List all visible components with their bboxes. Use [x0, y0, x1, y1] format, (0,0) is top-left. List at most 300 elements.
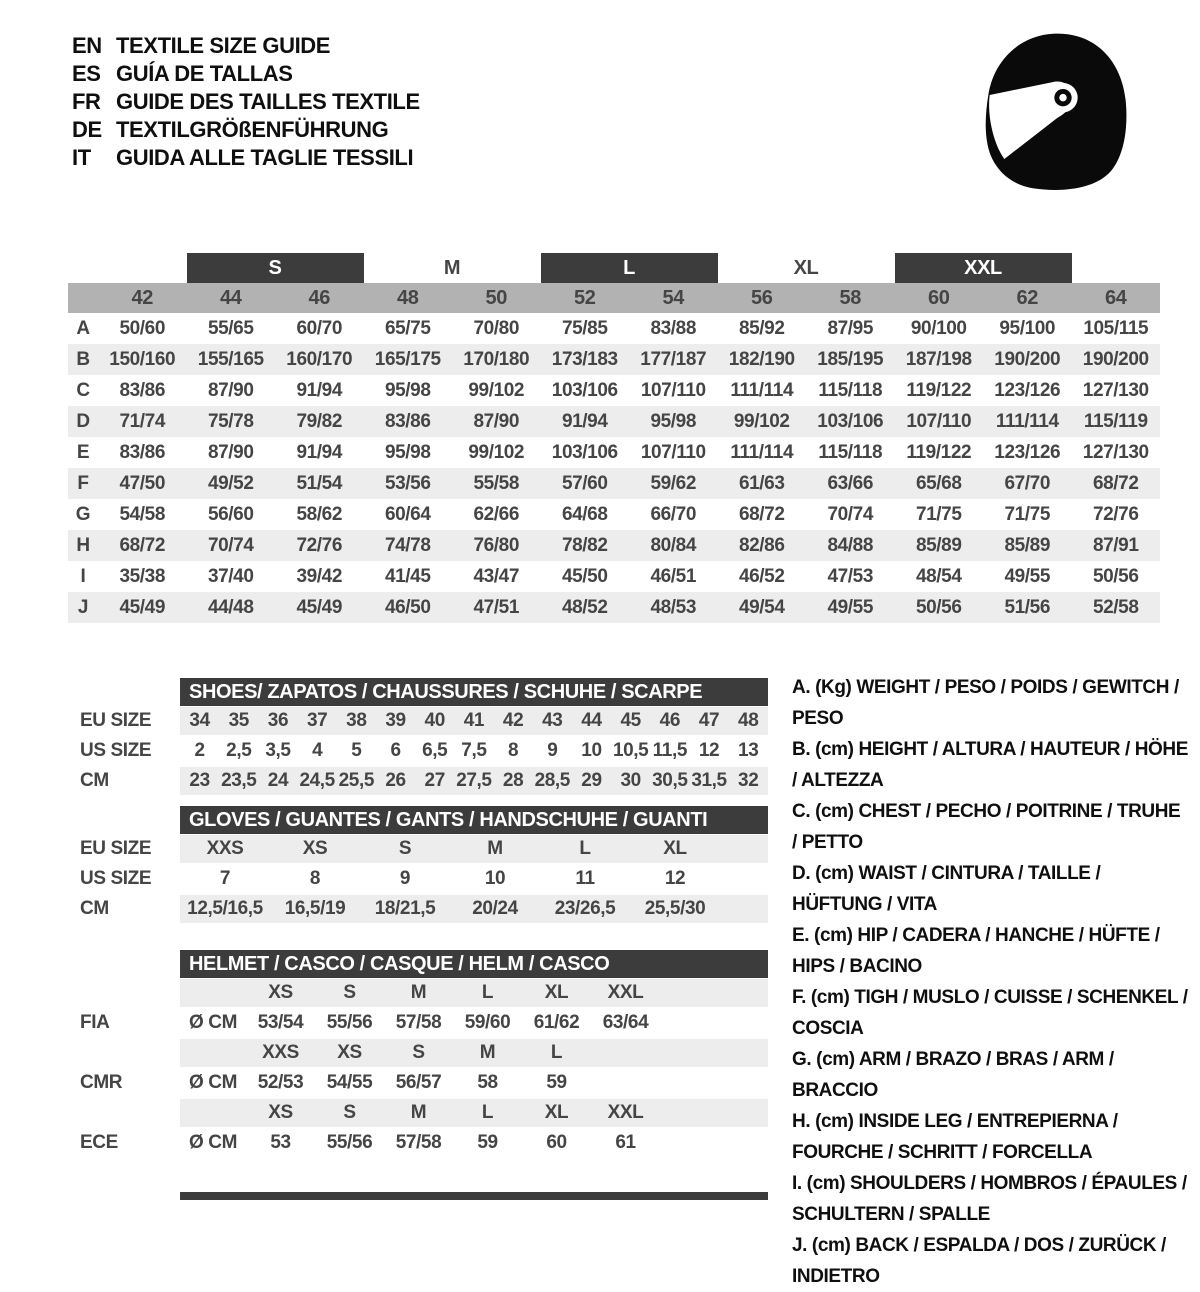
measurement-cell: 103/106 — [817, 411, 884, 432]
size-row — [68, 706, 768, 736]
measurement-cell: 49/55 — [1004, 566, 1051, 587]
language-code: DE — [72, 117, 102, 142]
size-cell: 39 — [385, 710, 406, 731]
row-letter: D — [76, 411, 90, 432]
measurement-cell: 76/80 — [473, 535, 520, 556]
language-row — [72, 60, 420, 88]
measurement-cell: 71/75 — [915, 504, 962, 525]
measurement-cell: 45/50 — [561, 566, 608, 587]
helmet-size-cell: 53/54 — [257, 1012, 304, 1033]
size-cell: 47 — [698, 710, 720, 731]
measurement-cell: 55/58 — [473, 473, 520, 494]
row-values — [180, 834, 720, 864]
measurement-cell: 51/54 — [296, 473, 343, 494]
standard-label: FIA — [80, 1012, 110, 1033]
language-row — [72, 144, 420, 172]
measurement-cell: 70/80 — [473, 318, 520, 339]
measurement-cell: 46/52 — [738, 566, 785, 587]
row-label: CM — [80, 898, 109, 919]
size-cell: 10 — [581, 740, 602, 761]
size-cell: 5 — [351, 740, 362, 761]
size-cell: 3,5 — [265, 740, 291, 761]
legend-item: D. (cm) WAIST / CINTURA / TAILLE / HÜFTUNG / VITA — [792, 863, 1101, 915]
language-title: TEXTILGRÖßENFÜHRUNG — [116, 117, 389, 142]
size-cell: 26 — [385, 770, 406, 791]
helmet-size-cell: 55/56 — [326, 1012, 373, 1033]
measurement-cell: 67/70 — [1004, 473, 1051, 494]
helmet-size-cell: 56/57 — [395, 1072, 442, 1093]
size-cell: 16,5/19 — [284, 898, 346, 919]
size-cell: 23,5 — [221, 770, 257, 791]
measurement-cell: 127/130 — [1082, 380, 1149, 401]
helmet-size-label: XXL — [607, 982, 644, 1003]
measurement-cell: 70/74 — [207, 535, 254, 556]
size-cell: 40 — [424, 710, 445, 731]
helmet-size-label: XXS — [262, 1042, 299, 1063]
helmet-values-row — [68, 1068, 768, 1098]
measurement-cell: 123/126 — [994, 380, 1061, 401]
measurement-cell: 48/53 — [650, 597, 697, 618]
measurement-cell: 57/60 — [561, 473, 608, 494]
size-cell: 4 — [312, 740, 323, 761]
measurement-cell: 78/82 — [561, 535, 608, 556]
helmet-size-cell: 60 — [546, 1132, 567, 1153]
helmet-size-label: S — [412, 1042, 425, 1063]
measurement-row — [68, 561, 1160, 592]
helmet-size-label: S — [343, 982, 356, 1003]
size-group-xl: XL — [793, 257, 819, 279]
measurement-cell: 82/86 — [738, 535, 785, 556]
size-cell: 35 — [228, 710, 249, 731]
measurement-cell: 177/187 — [640, 349, 707, 370]
size-group-m: M — [443, 257, 461, 279]
helmet-size-label: XS — [268, 1102, 293, 1123]
size-number: 50 — [485, 287, 507, 309]
cropped-section-bar — [180, 1192, 768, 1200]
size-cell: S — [398, 838, 412, 859]
size-cell: 13 — [738, 740, 759, 761]
size-cell: 28 — [502, 770, 524, 791]
legend-item: B. (cm) HEIGHT / ALTURA / HAUTEUR / HÖHE / ALTEZZA — [792, 739, 1189, 791]
measurement-cell: 83/86 — [119, 380, 166, 401]
measurement-cell: 83/86 — [119, 442, 166, 463]
row-values — [180, 766, 768, 796]
measurement-cell: 44/48 — [207, 597, 254, 618]
size-cell: 24 — [267, 770, 289, 791]
sizes-labels — [246, 1038, 591, 1068]
helmet-size-cell: 61/62 — [533, 1012, 580, 1033]
language-code: EN — [72, 33, 102, 58]
size-cell: 11 — [575, 868, 595, 889]
row-label: CM — [80, 770, 109, 791]
row-label: EU SIZE — [80, 710, 152, 731]
measurement-row — [68, 468, 1160, 499]
size-cell: 37 — [306, 710, 328, 731]
measurement-cell: 68/72 — [738, 504, 785, 525]
legend-item: J. (cm) BACK / ESPALDA / DOS / ZURÜCK / INDIETRO — [792, 1235, 1166, 1287]
size-row — [68, 834, 768, 864]
measurement-row — [68, 499, 1160, 530]
measurement-cell: 53/56 — [384, 473, 431, 494]
language-code: ES — [72, 61, 101, 86]
measurement-row — [68, 592, 1160, 623]
legend-item: F. (cm) TIGH / MUSLO / CUISSE / SCHENKEL / COSCIA — [792, 987, 1188, 1039]
measurement-cell: 71/74 — [119, 411, 166, 432]
helmet-values — [246, 1008, 660, 1038]
measurement-cell: 68/72 — [119, 535, 166, 556]
size-cell: 23/26,5 — [554, 898, 616, 919]
measurement-cell: 75/78 — [207, 411, 254, 432]
legend-item: I. (cm) SHOULDERS / HOMBROS / ÉPAULES / SCHULTERN / SPALLE — [792, 1173, 1187, 1225]
size-number: 60 — [928, 287, 950, 309]
measurement-cell: 127/130 — [1082, 442, 1149, 463]
measurement-cell: 64/68 — [561, 504, 608, 525]
size-group-l: L — [541, 253, 718, 283]
measurement-cell: 119/122 — [906, 442, 972, 463]
size-cell: 20/24 — [472, 898, 518, 919]
size-cell: XXS — [206, 838, 244, 859]
size-cell: 31,5 — [691, 770, 727, 791]
size-row — [68, 736, 768, 766]
language-code: FR — [72, 89, 101, 114]
measurement-cell: 87/90 — [473, 411, 520, 432]
size-cell: 27 — [424, 770, 445, 791]
row-letter-spacer — [68, 283, 98, 313]
gloves-rows — [68, 834, 768, 924]
measurement-cell: 95/98 — [384, 380, 431, 401]
row-letter: B — [76, 349, 90, 370]
measurement-cell: 91/94 — [296, 442, 343, 463]
helmet-size-cell: 63/64 — [602, 1012, 649, 1033]
measurement-cell: 52/58 — [1092, 597, 1139, 618]
helmet-size-label: L — [550, 1042, 563, 1063]
measurement-cell: 72/76 — [1092, 504, 1139, 525]
sizes-labels — [246, 1098, 660, 1128]
measurement-cell: 115/119 — [1083, 411, 1148, 432]
shoes-title-bar: SHOES/ ZAPATOS / CHAUSSURES / SCHUHE / SCARPE — [180, 678, 768, 706]
row-letter: F — [77, 473, 89, 494]
measurement-cell: 107/110 — [640, 442, 706, 463]
measurement-cell: 50/60 — [119, 318, 166, 339]
gloves-title-bar: GLOVES / GUANTES / GANTS / HANDSCHUHE / GUANTI — [180, 806, 768, 834]
size-cell: 12 — [664, 868, 686, 889]
measurement-cell: 61/63 — [738, 473, 785, 494]
measurement-cell: 45/49 — [119, 597, 166, 618]
helmet-size-cell: 53 — [270, 1132, 291, 1153]
measurement-cell: 43/47 — [473, 566, 520, 587]
helmet-values — [246, 1068, 591, 1098]
measurement-cell: 185/195 — [817, 349, 884, 370]
size-number: 44 — [220, 287, 242, 309]
size-cell: 12,5/16,5 — [187, 898, 263, 919]
measurement-row — [68, 375, 1160, 406]
measurement-cell: 155/165 — [197, 349, 264, 370]
helmet-size-cell: 57/58 — [395, 1012, 442, 1033]
measurement-cell: 80/84 — [650, 535, 697, 556]
measurement-cell: 103/106 — [551, 442, 618, 463]
measurement-cell: 182/190 — [728, 349, 795, 370]
size-number: 48 — [397, 287, 419, 309]
measurement-cell: 60/64 — [384, 504, 431, 525]
measurement-row — [68, 437, 1160, 468]
measurement-cell: 91/94 — [296, 380, 343, 401]
measurement-cell: 115/118 — [818, 442, 883, 463]
diameter-unit: Ø CM — [188, 1132, 237, 1153]
helmet-sizes-row — [68, 978, 768, 1008]
row-letter: G — [75, 504, 91, 525]
measurement-cell: 49/52 — [207, 473, 254, 494]
row-values — [180, 864, 720, 894]
measurement-cell: 70/74 — [827, 504, 874, 525]
measurement-cell: 85/89 — [1004, 535, 1051, 556]
measurement-cell: 47/53 — [827, 566, 874, 587]
row-letter: C — [76, 380, 90, 401]
helmet-values — [246, 1128, 660, 1158]
sizes-labels — [246, 978, 660, 1008]
size-cell: 45 — [620, 710, 641, 731]
measurement-legend — [792, 672, 1190, 1292]
measurement-cell: 60/70 — [296, 318, 343, 339]
size-cell: 25,5/30 — [644, 898, 706, 919]
measurement-cell: 170/180 — [463, 349, 530, 370]
size-cell: 46 — [659, 710, 681, 731]
measurement-cell: 91/94 — [561, 411, 608, 432]
measurement-cell: 47/51 — [473, 597, 520, 618]
measurement-cell: 46/51 — [650, 566, 697, 587]
helmet-size-label: M — [479, 1042, 496, 1063]
measurement-cell: 115/118 — [818, 380, 883, 401]
helmet-rows — [68, 978, 768, 1158]
measurement-cell: 46/50 — [384, 597, 431, 618]
helmet-size-label: M — [410, 1102, 427, 1123]
measurement-cell: 54/58 — [119, 504, 166, 525]
size-number: 54 — [662, 287, 684, 309]
row-values — [180, 736, 768, 766]
language-title: GUIDA ALLE TAGLIE TESSILI — [116, 145, 414, 170]
size-cell: 18/21,5 — [374, 898, 436, 919]
helmet-size-label: M — [410, 982, 427, 1003]
standard-label: ECE — [80, 1132, 118, 1153]
measurement-cell: 85/89 — [915, 535, 962, 556]
measurement-cell: 160/170 — [286, 349, 353, 370]
legend-item: C. (cm) CHEST / PECHO / POITRINE / TRUHE / PETTO — [792, 801, 1181, 853]
helmet-size-cell: 57/58 — [395, 1132, 442, 1153]
size-cell: 42 — [502, 710, 524, 731]
size-number: 42 — [131, 287, 153, 309]
measurement-cell: 150/160 — [109, 349, 176, 370]
measurement-row — [68, 313, 1160, 344]
helmet-size-cell: 52/53 — [257, 1072, 304, 1093]
measurement-row — [68, 530, 1160, 561]
size-cell: 23 — [189, 770, 210, 791]
measurement-cell: 190/200 — [994, 349, 1061, 370]
size-cell: 27,5 — [456, 770, 492, 791]
measurement-cell: 107/110 — [640, 380, 706, 401]
measurement-cell: 83/86 — [384, 411, 431, 432]
helmet-size-cell: 55/56 — [326, 1132, 373, 1153]
measurement-cell: 187/198 — [905, 349, 972, 370]
measurement-row — [68, 406, 1160, 437]
textile-size-table — [68, 253, 1160, 623]
size-cell: 30,5 — [652, 770, 688, 791]
measurement-cell: 65/68 — [915, 473, 962, 494]
diameter-unit: Ø CM — [188, 1012, 237, 1033]
racing-helmet-icon — [975, 28, 1135, 194]
row-label: EU SIZE — [80, 838, 152, 859]
size-cell: 44 — [581, 710, 602, 731]
size-cell: 32 — [738, 770, 759, 791]
size-cell: 30 — [620, 770, 641, 791]
measurement-cell: 72/76 — [296, 535, 343, 556]
size-cell: 8 — [309, 868, 321, 889]
size-row — [68, 894, 768, 924]
size-number: 58 — [839, 287, 861, 309]
measurement-cell: 71/75 — [1004, 504, 1051, 525]
row-letter: E — [76, 442, 90, 463]
row-label: US SIZE — [80, 868, 152, 889]
size-cell: 24,5 — [299, 770, 335, 791]
helmet-size-cell: 58 — [477, 1072, 498, 1093]
helmet-sizes-row — [68, 1098, 768, 1128]
size-cell: 7 — [219, 868, 231, 889]
size-number: 64 — [1105, 287, 1127, 309]
measurement-cell: 39/42 — [296, 566, 343, 587]
measurement-cell: 99/102 — [468, 380, 525, 401]
measurement-cell: 123/126 — [994, 442, 1061, 463]
helmet-sizes-row — [68, 1038, 768, 1068]
measurement-cell: 62/66 — [473, 504, 520, 525]
size-cell: 9 — [399, 868, 411, 889]
measurement-cell: 173/183 — [551, 349, 618, 370]
measurement-cell: 87/95 — [827, 318, 874, 339]
helmet-size-cell: 61 — [615, 1132, 636, 1153]
measurement-cell: 49/55 — [827, 597, 874, 618]
size-cell: 25,5 — [338, 770, 375, 791]
size-cell: 6 — [390, 740, 401, 761]
size-cell: 28,5 — [534, 770, 570, 791]
size-row — [68, 864, 768, 894]
helmet-title-bar: HELMET / CASCO / CASQUE / HELM / CASCO — [180, 950, 768, 978]
measurement-cell: 103/106 — [551, 380, 618, 401]
measurement-cell: 37/40 — [207, 566, 254, 587]
measurement-cell: 75/85 — [561, 318, 608, 339]
measurement-cell: 50/56 — [1092, 566, 1139, 587]
legend-item: A. (Kg) WEIGHT / PESO / POIDS / GEWITCH / PESO — [792, 677, 1179, 729]
size-number: 62 — [1016, 287, 1038, 309]
size-cell: 34 — [189, 710, 210, 731]
helmet-values-row — [68, 1008, 768, 1038]
legend-item: H. (cm) INSIDE LEG / ENTREPIERNA / FOURCHE / SCHRITT / FORCELLA — [792, 1111, 1118, 1163]
helmet-size-label: XL — [544, 1102, 569, 1123]
size-number: 56 — [751, 287, 773, 309]
size-number: 52 — [574, 287, 596, 309]
measurement-cell: 41/45 — [384, 566, 431, 587]
measurement-cell: 45/49 — [296, 597, 343, 618]
helmet-size-cell: 59 — [546, 1072, 567, 1093]
diameter-unit: Ø CM — [188, 1072, 237, 1093]
size-cell: 9 — [547, 740, 558, 761]
size-cell: 10 — [484, 868, 506, 889]
size-cell: 6,5 — [422, 740, 448, 761]
legend-item: E. (cm) HIP / CADERA / HANCHE / HÜFTE / HIPS / BACINO — [792, 925, 1160, 977]
measurement-cell: 47/50 — [119, 473, 166, 494]
measurement-cell: 111/114 — [730, 442, 794, 463]
size-cell: 29 — [581, 770, 602, 791]
measurement-cell: 84/88 — [827, 535, 874, 556]
helmet-size-label: XL — [544, 982, 569, 1003]
size-cell: 36 — [267, 710, 289, 731]
legend-item: G. (cm) ARM / BRAZO / BRAS / ARM / BRACCIO — [792, 1049, 1114, 1101]
language-title: GUÍA DE TALLAS — [116, 61, 293, 86]
size-group-xxl: XXL — [895, 253, 1072, 283]
measurement-cell: 87/90 — [207, 442, 254, 463]
size-cell: 41 — [463, 710, 485, 731]
helmet-size-cell: 59/60 — [464, 1012, 511, 1033]
measurement-cell: 111/114 — [730, 380, 794, 401]
size-number: 46 — [308, 287, 330, 309]
row-letter: A — [76, 318, 90, 339]
row-label: US SIZE — [80, 740, 152, 761]
standard-label: CMR — [80, 1072, 123, 1093]
size-cell: XS — [302, 838, 328, 859]
measurement-cell: 95/98 — [384, 442, 431, 463]
measurement-cell: 66/70 — [650, 504, 697, 525]
measurement-cell: 90/100 — [910, 318, 967, 339]
measurement-cell: 99/102 — [468, 442, 525, 463]
measurement-cell: 107/110 — [906, 411, 972, 432]
helmet-size-cell: 54/55 — [326, 1072, 373, 1093]
language-row — [72, 116, 420, 144]
measurement-cell: 48/52 — [561, 597, 608, 618]
size-cell: 8 — [508, 740, 519, 761]
helmet-values-row — [68, 1128, 768, 1158]
gloves-size-table — [68, 806, 768, 924]
helmet-size-label: XXL — [607, 1102, 644, 1123]
measurement-cell: 49/54 — [738, 597, 785, 618]
shoes-size-table — [68, 678, 768, 796]
shoes-rows — [68, 706, 768, 796]
measurement-cell: 105/115 — [1083, 318, 1149, 339]
row-letter: I — [80, 566, 86, 587]
language-list — [72, 32, 420, 172]
language-code: IT — [72, 145, 91, 170]
row-values — [180, 706, 768, 736]
size-cell: 10,5 — [612, 740, 649, 761]
measurement-cell: 68/72 — [1092, 473, 1139, 494]
size-number-row — [68, 283, 1160, 313]
measurement-cell: 95/100 — [999, 318, 1056, 339]
language-title: TEXTILE SIZE GUIDE — [116, 33, 331, 58]
measurement-cell: 51/56 — [1004, 597, 1051, 618]
measurement-cell: 85/92 — [738, 318, 785, 339]
row-values — [180, 894, 720, 924]
helmet-size-label: S — [343, 1102, 356, 1123]
measurement-cell: 95/98 — [650, 411, 697, 432]
language-title: GUIDE DES TAILLES TEXTILE — [116, 89, 420, 114]
helmet-size-cell: 59 — [477, 1132, 498, 1153]
measurement-cell: 165/175 — [374, 349, 441, 370]
size-cell: M — [487, 838, 503, 859]
language-row — [72, 32, 420, 60]
measurement-cell: 87/90 — [207, 380, 254, 401]
helmet-size-label: XS — [268, 982, 293, 1003]
helmet-size-label: XS — [337, 1042, 362, 1063]
helmet-size-label: L — [481, 1102, 494, 1123]
measurement-cell: 65/75 — [384, 318, 431, 339]
measurement-cell: 63/66 — [827, 473, 874, 494]
size-cell: 48 — [738, 710, 759, 731]
measurement-cell: 50/56 — [915, 597, 962, 618]
